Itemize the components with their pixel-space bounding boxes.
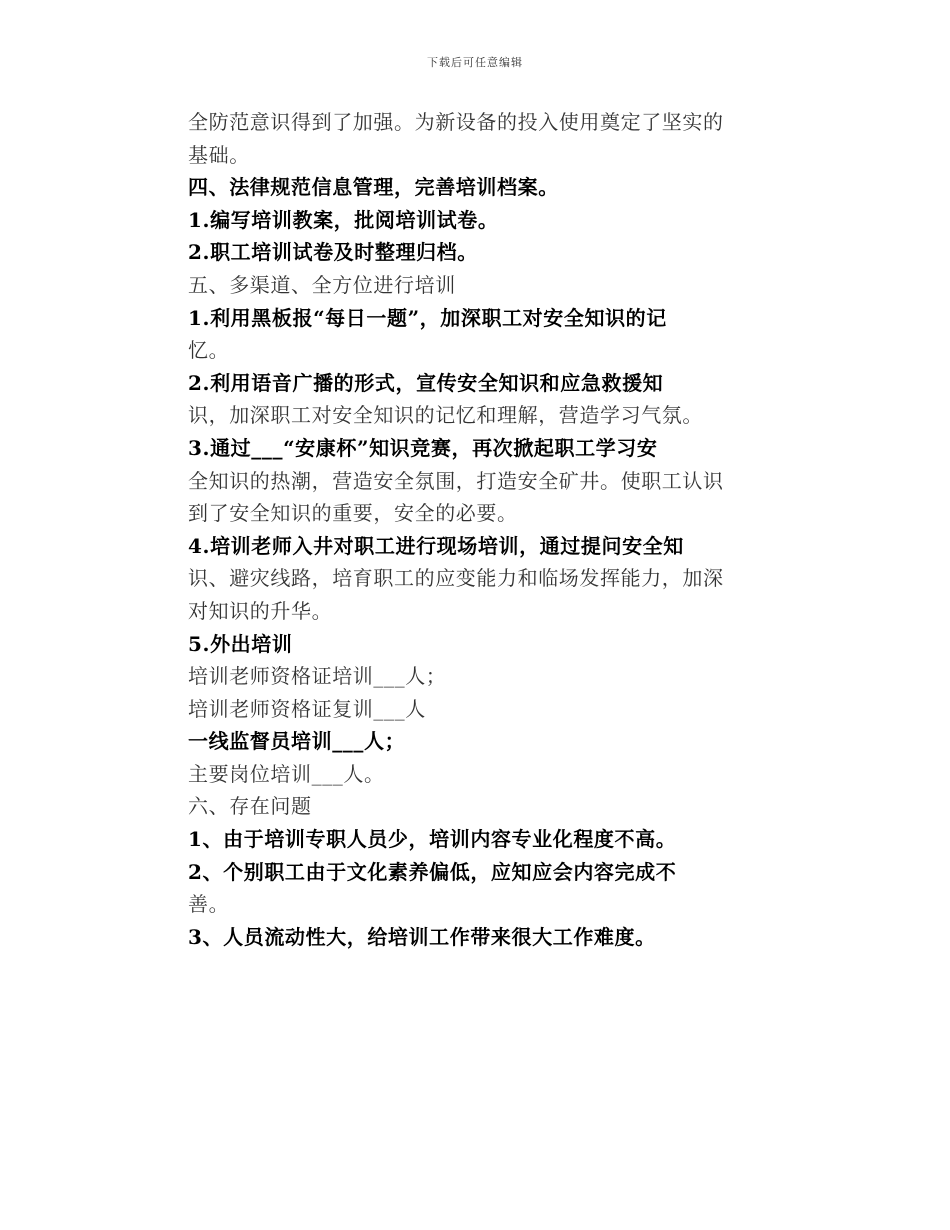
page-header: 下载后可任意编辑	[427, 56, 523, 69]
text-line: 忆。	[188, 338, 230, 363]
text-line: 全防范意识得到了加强。为新设备的投入使用奠定了坚实的	[188, 110, 724, 134]
text-line: 1、由于培训专职人员少，培训内容专业化程度不高。	[188, 827, 677, 852]
text-line: 5.外出培训	[188, 631, 293, 656]
text-line: 识，加深职工对安全知识的记忆和理解，营造学习气氛。	[188, 403, 703, 428]
text-line: 到了安全知识的重要，安全的必要。	[188, 501, 518, 526]
text-line: 1.编写培训教案，批阅培训试卷。	[188, 207, 499, 232]
text-line: 识、避灾线路，培育职工的应变能力和临场发挥能力，加深	[188, 566, 724, 591]
text-line: 主要岗位培训___人。	[188, 761, 385, 786]
document-body	[188, 106, 768, 953]
text-line: 2、个别职工由于文化素养偏低，应知应会内容完成不	[188, 859, 677, 884]
text-line: 1.利用黑板报“每日一题”，加深职工对安全知识的记	[188, 305, 667, 330]
section-heading: 六、存在问题	[188, 794, 312, 819]
text-line: 3.通过___“安康杯”知识竞赛，再次掀起职工学习安	[188, 435, 658, 460]
text-line: 2.职工培训试卷及时整理归档。	[188, 240, 478, 265]
text-line: 培训老师资格证复训___人	[188, 696, 426, 721]
text-line: 全知识的热潮，营造安全氛围，打造安全矿井。使职工认识	[188, 468, 724, 493]
text-line: 一线监督员培训___人；	[188, 729, 406, 754]
text-line: 培训老师资格证培训___人；	[188, 664, 447, 689]
text-line: 对知识的升华。	[188, 598, 333, 623]
section-heading: 四、法律规范信息管理，完善培训档案。	[188, 175, 559, 200]
text-line: 善。	[188, 892, 230, 917]
text-line: 基础。	[188, 142, 250, 167]
text-line: 3、人员流动性大，给培训工作带来很大工作难度。	[188, 924, 656, 949]
text-line: 2.利用语音广播的形式，宣传安全知识和应急救援知	[188, 370, 664, 395]
text-line: 4.培训老师入井对职工进行现场培训，通过提问安全知	[188, 533, 684, 558]
section-heading: 五、多渠道、全方位进行培训	[188, 272, 456, 297]
